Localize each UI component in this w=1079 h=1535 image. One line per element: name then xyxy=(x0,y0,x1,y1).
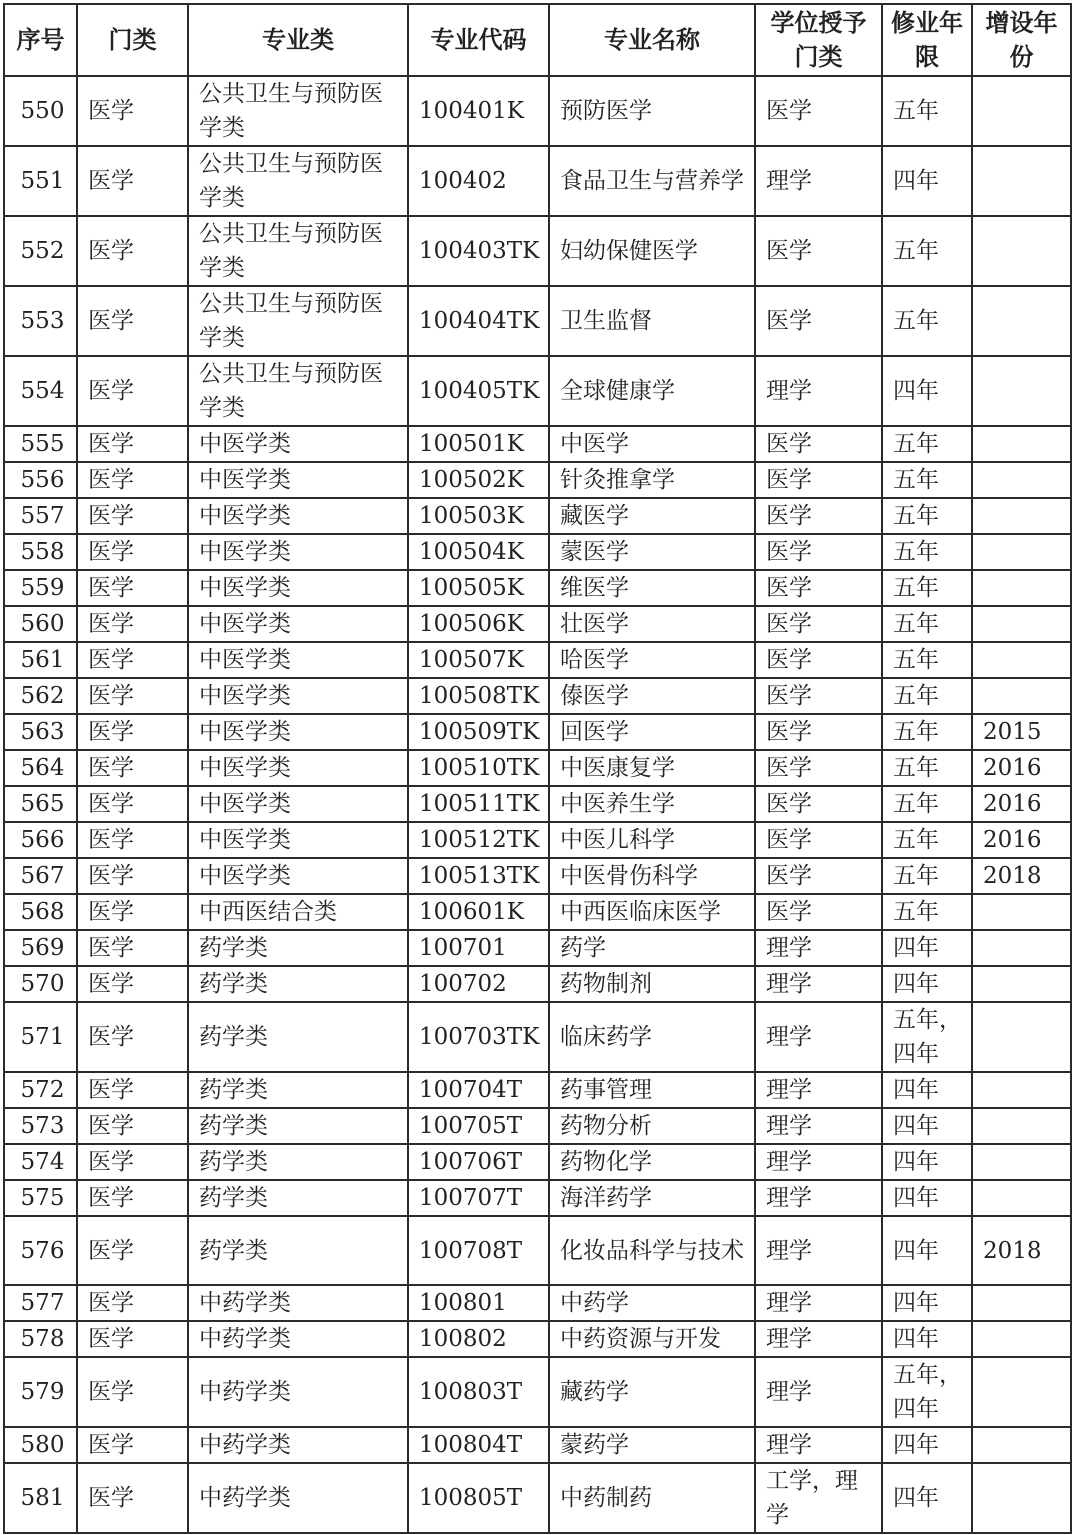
cell-year-added xyxy=(972,426,1071,462)
cell-year-added xyxy=(972,76,1071,146)
cell-major-name: 蒙药学 xyxy=(549,1427,755,1463)
cell-seq-no: 559 xyxy=(4,570,77,606)
cell-year-added xyxy=(972,1108,1071,1144)
cell-degree-category: 理学 xyxy=(755,1144,882,1180)
cell-major-name: 中药学 xyxy=(549,1285,755,1321)
cell-major-code: 100703TK xyxy=(408,1002,549,1072)
cell-degree-category: 医学 xyxy=(755,822,882,858)
cell-category: 医学 xyxy=(77,858,188,894)
cell-degree-category: 医学 xyxy=(755,462,882,498)
cell-major-class: 中医学类 xyxy=(188,426,408,462)
cell-major-class: 中医学类 xyxy=(188,642,408,678)
cell-major-code: 100708T xyxy=(408,1216,549,1285)
cell-study-years: 四年 xyxy=(882,1072,972,1108)
cell-study-years: 四年 xyxy=(882,930,972,966)
cell-degree-category: 理学 xyxy=(755,930,882,966)
cell-major-name: 中医学 xyxy=(549,426,755,462)
cell-seq-no: 550 xyxy=(4,76,77,146)
cell-year-added xyxy=(972,1285,1071,1321)
header-major-class: 专业类 xyxy=(188,4,408,76)
cell-year-added xyxy=(972,1002,1071,1072)
cell-seq-no: 570 xyxy=(4,966,77,1002)
cell-major-code: 100804T xyxy=(408,1427,549,1463)
cell-major-code: 100503K xyxy=(408,498,549,534)
cell-category: 医学 xyxy=(77,606,188,642)
cell-major-name: 妇幼保健医学 xyxy=(549,216,755,286)
cell-major-name: 药物制剂 xyxy=(549,966,755,1002)
table-body xyxy=(4,76,1071,1533)
cell-study-years: 五年 xyxy=(882,426,972,462)
cell-degree-category: 理学 xyxy=(755,966,882,1002)
cell-category: 医学 xyxy=(77,1144,188,1180)
cell-study-years: 四年 xyxy=(882,1427,972,1463)
cell-degree-category: 理学 xyxy=(755,1002,882,1072)
table-row xyxy=(4,1072,1071,1108)
cell-major-class: 中医学类 xyxy=(188,858,408,894)
table-row xyxy=(4,1216,1071,1285)
table-row xyxy=(4,1463,1071,1533)
cell-year-added xyxy=(972,146,1071,216)
cell-degree-category: 医学 xyxy=(755,642,882,678)
cell-seq-no: 564 xyxy=(4,750,77,786)
cell-category: 医学 xyxy=(77,1285,188,1321)
cell-degree-category: 医学 xyxy=(755,714,882,750)
cell-year-added xyxy=(972,894,1071,930)
cell-year-added xyxy=(972,678,1071,714)
cell-category: 医学 xyxy=(77,1072,188,1108)
cell-study-years: 五年 xyxy=(882,786,972,822)
cell-major-name: 藏医学 xyxy=(549,498,755,534)
cell-degree-category: 理学 xyxy=(755,1216,882,1285)
cell-study-years: 五年 xyxy=(882,678,972,714)
cell-major-class: 药学类 xyxy=(188,1002,408,1072)
cell-seq-no: 560 xyxy=(4,606,77,642)
cell-major-code: 100801 xyxy=(408,1285,549,1321)
cell-year-added xyxy=(972,1072,1071,1108)
table-row xyxy=(4,462,1071,498)
cell-major-class: 中医学类 xyxy=(188,498,408,534)
cell-category: 医学 xyxy=(77,462,188,498)
cell-major-class: 公共卫生与预防医学类 xyxy=(188,146,408,216)
header-year-added: 增设年份 xyxy=(972,4,1071,76)
cell-major-code: 100705T xyxy=(408,1108,549,1144)
cell-major-code: 100513TK xyxy=(408,858,549,894)
cell-year-added xyxy=(972,606,1071,642)
cell-category: 医学 xyxy=(77,146,188,216)
cell-study-years: 五年 xyxy=(882,822,972,858)
cell-study-years: 四年 xyxy=(882,1180,972,1216)
cell-study-years: 五年 xyxy=(882,894,972,930)
cell-category: 医学 xyxy=(77,356,188,426)
cell-category: 医学 xyxy=(77,1108,188,1144)
table-row xyxy=(4,930,1071,966)
cell-degree-category: 医学 xyxy=(755,678,882,714)
cell-year-added xyxy=(972,1357,1071,1427)
table-row xyxy=(4,966,1071,1002)
cell-major-name: 中药资源与开发 xyxy=(549,1321,755,1357)
cell-major-class: 中药学类 xyxy=(188,1321,408,1357)
cell-major-code: 100504K xyxy=(408,534,549,570)
cell-major-class: 中药学类 xyxy=(188,1285,408,1321)
table-row xyxy=(4,678,1071,714)
table-row xyxy=(4,570,1071,606)
cell-seq-no: 552 xyxy=(4,216,77,286)
cell-major-code: 100502K xyxy=(408,462,549,498)
cell-major-name: 化妆品科学与技术 xyxy=(549,1216,755,1285)
header-seq-no: 序号 xyxy=(4,4,77,76)
table-row xyxy=(4,1357,1071,1427)
cell-year-added: 2016 xyxy=(972,822,1071,858)
cell-major-code: 100405TK xyxy=(408,356,549,426)
cell-major-class: 公共卫生与预防医学类 xyxy=(188,216,408,286)
table-row xyxy=(4,1427,1071,1463)
cell-category: 医学 xyxy=(77,822,188,858)
cell-study-years: 四年 xyxy=(882,1463,972,1533)
cell-degree-category: 医学 xyxy=(755,750,882,786)
header-major-code: 专业代码 xyxy=(408,4,549,76)
cell-year-added: 2018 xyxy=(972,1216,1071,1285)
cell-year-added xyxy=(972,930,1071,966)
cell-year-added: 2016 xyxy=(972,750,1071,786)
cell-year-added xyxy=(972,462,1071,498)
cell-study-years: 四年 xyxy=(882,1108,972,1144)
cell-study-years: 五年 xyxy=(882,462,972,498)
cell-seq-no: 556 xyxy=(4,462,77,498)
table-row xyxy=(4,858,1071,894)
cell-degree-category: 理学 xyxy=(755,1357,882,1427)
table-row xyxy=(4,786,1071,822)
cell-degree-category: 医学 xyxy=(755,426,882,462)
cell-seq-no: 567 xyxy=(4,858,77,894)
cell-study-years: 五年 xyxy=(882,216,972,286)
cell-seq-no: 580 xyxy=(4,1427,77,1463)
cell-major-name: 回医学 xyxy=(549,714,755,750)
cell-year-added xyxy=(972,1144,1071,1180)
cell-degree-category: 理学 xyxy=(755,146,882,216)
cell-study-years: 四年 xyxy=(882,1285,972,1321)
cell-major-code: 100702 xyxy=(408,966,549,1002)
cell-major-name: 针灸推拿学 xyxy=(549,462,755,498)
cell-major-name: 中药制药 xyxy=(549,1463,755,1533)
cell-major-code: 100402 xyxy=(408,146,549,216)
cell-category: 医学 xyxy=(77,1427,188,1463)
cell-category: 医学 xyxy=(77,534,188,570)
cell-major-code: 100508TK xyxy=(408,678,549,714)
cell-year-added: 2015 xyxy=(972,714,1071,750)
cell-major-code: 100706T xyxy=(408,1144,549,1180)
cell-major-code: 100704T xyxy=(408,1072,549,1108)
cell-year-added xyxy=(972,1427,1071,1463)
cell-category: 医学 xyxy=(77,750,188,786)
cell-major-code: 100701 xyxy=(408,930,549,966)
cell-seq-no: 576 xyxy=(4,1216,77,1285)
cell-year-added xyxy=(972,216,1071,286)
cell-major-class: 中医学类 xyxy=(188,570,408,606)
cell-degree-category: 医学 xyxy=(755,858,882,894)
cell-year-added xyxy=(972,1180,1071,1216)
table-row xyxy=(4,894,1071,930)
cell-study-years: 五年 xyxy=(882,858,972,894)
cell-category: 医学 xyxy=(77,642,188,678)
cell-category: 医学 xyxy=(77,498,188,534)
cell-study-years: 五年，四年 xyxy=(882,1002,972,1072)
cell-major-name: 中医养生学 xyxy=(549,786,755,822)
header-degree-category: 学位授予门类 xyxy=(755,4,882,76)
cell-category: 医学 xyxy=(77,966,188,1002)
table-row xyxy=(4,714,1071,750)
cell-seq-no: 566 xyxy=(4,822,77,858)
cell-major-class: 药学类 xyxy=(188,1144,408,1180)
cell-major-name: 食品卫生与营养学 xyxy=(549,146,755,216)
cell-seq-no: 565 xyxy=(4,786,77,822)
cell-study-years: 五年 xyxy=(882,76,972,146)
cell-major-class: 公共卫生与预防医学类 xyxy=(188,356,408,426)
cell-major-name: 全球健康学 xyxy=(549,356,755,426)
cell-degree-category: 理学 xyxy=(755,1427,882,1463)
cell-major-code: 100403TK xyxy=(408,216,549,286)
cell-seq-no: 557 xyxy=(4,498,77,534)
cell-category: 医学 xyxy=(77,76,188,146)
cell-seq-no: 569 xyxy=(4,930,77,966)
cell-degree-category: 医学 xyxy=(755,606,882,642)
cell-seq-no: 581 xyxy=(4,1463,77,1533)
cell-major-name: 中医康复学 xyxy=(549,750,755,786)
cell-degree-category: 理学 xyxy=(755,1108,882,1144)
cell-seq-no: 575 xyxy=(4,1180,77,1216)
cell-seq-no: 553 xyxy=(4,286,77,356)
cell-seq-no: 572 xyxy=(4,1072,77,1108)
header-major-name: 专业名称 xyxy=(549,4,755,76)
table-row xyxy=(4,426,1071,462)
cell-major-class: 中医学类 xyxy=(188,822,408,858)
cell-major-name: 药物化学 xyxy=(549,1144,755,1180)
cell-seq-no: 573 xyxy=(4,1108,77,1144)
cell-category: 医学 xyxy=(77,1002,188,1072)
table-row xyxy=(4,534,1071,570)
cell-category: 医学 xyxy=(77,1463,188,1533)
cell-degree-category: 医学 xyxy=(755,534,882,570)
cell-year-added xyxy=(972,570,1071,606)
cell-seq-no: 579 xyxy=(4,1357,77,1427)
cell-major-class: 中医学类 xyxy=(188,678,408,714)
cell-year-added xyxy=(972,642,1071,678)
cell-seq-no: 577 xyxy=(4,1285,77,1321)
cell-year-added: 2018 xyxy=(972,858,1071,894)
cell-category: 医学 xyxy=(77,570,188,606)
table-row xyxy=(4,750,1071,786)
cell-degree-category: 理学 xyxy=(755,356,882,426)
cell-major-class: 药学类 xyxy=(188,966,408,1002)
cell-degree-category: 工学，理学 xyxy=(755,1463,882,1533)
cell-category: 医学 xyxy=(77,1357,188,1427)
cell-major-name: 预防医学 xyxy=(549,76,755,146)
cell-major-class: 药学类 xyxy=(188,1072,408,1108)
cell-study-years: 四年 xyxy=(882,1216,972,1285)
cell-study-years: 四年 xyxy=(882,1321,972,1357)
cell-study-years: 四年 xyxy=(882,146,972,216)
table-row xyxy=(4,1285,1071,1321)
table-row xyxy=(4,216,1071,286)
cell-category: 医学 xyxy=(77,786,188,822)
table-row xyxy=(4,1321,1071,1357)
cell-seq-no: 574 xyxy=(4,1144,77,1180)
cell-study-years: 四年 xyxy=(882,356,972,426)
cell-major-class: 中药学类 xyxy=(188,1357,408,1427)
cell-study-years: 五年 xyxy=(882,750,972,786)
cell-major-class: 中医学类 xyxy=(188,750,408,786)
table-row xyxy=(4,356,1071,426)
cell-category: 医学 xyxy=(77,216,188,286)
cell-major-code: 100707T xyxy=(408,1180,549,1216)
cell-major-class: 中西医结合类 xyxy=(188,894,408,930)
cell-major-name: 傣医学 xyxy=(549,678,755,714)
table-row xyxy=(4,1144,1071,1180)
cell-major-name: 海洋药学 xyxy=(549,1180,755,1216)
cell-year-added xyxy=(972,498,1071,534)
cell-major-code: 100512TK xyxy=(408,822,549,858)
cell-degree-category: 医学 xyxy=(755,570,882,606)
cell-seq-no: 554 xyxy=(4,356,77,426)
cell-category: 医学 xyxy=(77,426,188,462)
table-row xyxy=(4,822,1071,858)
cell-major-name: 壮医学 xyxy=(549,606,755,642)
table-row xyxy=(4,1180,1071,1216)
table-row xyxy=(4,286,1071,356)
cell-seq-no: 563 xyxy=(4,714,77,750)
cell-major-code: 100507K xyxy=(408,642,549,678)
cell-major-class: 中药学类 xyxy=(188,1427,408,1463)
cell-major-name: 维医学 xyxy=(549,570,755,606)
cell-degree-category: 理学 xyxy=(755,1072,882,1108)
cell-major-class: 药学类 xyxy=(188,1180,408,1216)
cell-degree-category: 医学 xyxy=(755,786,882,822)
table-row xyxy=(4,1108,1071,1144)
cell-major-code: 100805T xyxy=(408,1463,549,1533)
cell-major-code: 100506K xyxy=(408,606,549,642)
majors-table xyxy=(3,3,1072,1534)
table-row xyxy=(4,642,1071,678)
cell-major-code: 100802 xyxy=(408,1321,549,1357)
cell-year-added xyxy=(972,966,1071,1002)
cell-year-added xyxy=(972,534,1071,570)
header-study-years: 修业年限 xyxy=(882,4,972,76)
cell-seq-no: 558 xyxy=(4,534,77,570)
cell-major-name: 中医儿科学 xyxy=(549,822,755,858)
cell-degree-category: 医学 xyxy=(755,286,882,356)
cell-category: 医学 xyxy=(77,1216,188,1285)
cell-major-name: 卫生监督 xyxy=(549,286,755,356)
cell-degree-category: 医学 xyxy=(755,76,882,146)
cell-major-code: 100510TK xyxy=(408,750,549,786)
cell-major-name: 药学 xyxy=(549,930,755,966)
cell-major-name: 哈医学 xyxy=(549,642,755,678)
table-row xyxy=(4,1002,1071,1072)
cell-major-code: 100505K xyxy=(408,570,549,606)
cell-major-class: 中医学类 xyxy=(188,786,408,822)
cell-major-code: 100401K xyxy=(408,76,549,146)
cell-major-code: 100803T xyxy=(408,1357,549,1427)
cell-major-name: 中西医临床医学 xyxy=(549,894,755,930)
cell-category: 医学 xyxy=(77,678,188,714)
cell-major-code: 100601K xyxy=(408,894,549,930)
cell-major-name: 藏药学 xyxy=(549,1357,755,1427)
cell-seq-no: 561 xyxy=(4,642,77,678)
cell-seq-no: 555 xyxy=(4,426,77,462)
cell-category: 医学 xyxy=(77,286,188,356)
cell-year-added xyxy=(972,1321,1071,1357)
cell-study-years: 五年 xyxy=(882,570,972,606)
cell-study-years: 四年 xyxy=(882,966,972,1002)
cell-major-class: 公共卫生与预防医学类 xyxy=(188,76,408,146)
cell-major-code: 100501K xyxy=(408,426,549,462)
cell-degree-category: 理学 xyxy=(755,1180,882,1216)
cell-study-years: 五年，四年 xyxy=(882,1357,972,1427)
cell-year-added xyxy=(972,356,1071,426)
table-row xyxy=(4,606,1071,642)
cell-major-class: 中医学类 xyxy=(188,714,408,750)
table-header-row xyxy=(4,4,1071,76)
cell-major-class: 中医学类 xyxy=(188,462,408,498)
cell-major-name: 药事管理 xyxy=(549,1072,755,1108)
table-row xyxy=(4,146,1071,216)
cell-study-years: 五年 xyxy=(882,498,972,534)
cell-major-class: 公共卫生与预防医学类 xyxy=(188,286,408,356)
cell-study-years: 五年 xyxy=(882,642,972,678)
cell-major-code: 100511TK xyxy=(408,786,549,822)
cell-degree-category: 医学 xyxy=(755,894,882,930)
cell-year-added: 2016 xyxy=(972,786,1071,822)
cell-major-code: 100404TK xyxy=(408,286,549,356)
table-row xyxy=(4,498,1071,534)
cell-study-years: 五年 xyxy=(882,714,972,750)
cell-study-years: 五年 xyxy=(882,606,972,642)
cell-seq-no: 568 xyxy=(4,894,77,930)
cell-study-years: 五年 xyxy=(882,534,972,570)
cell-major-name: 临床药学 xyxy=(549,1002,755,1072)
cell-degree-category: 医学 xyxy=(755,498,882,534)
cell-major-class: 中医学类 xyxy=(188,534,408,570)
cell-degree-category: 理学 xyxy=(755,1321,882,1357)
cell-seq-no: 578 xyxy=(4,1321,77,1357)
cell-year-added xyxy=(972,286,1071,356)
table-row xyxy=(4,76,1071,146)
cell-major-class: 药学类 xyxy=(188,1108,408,1144)
cell-category: 医学 xyxy=(77,714,188,750)
cell-category: 医学 xyxy=(77,1180,188,1216)
cell-category: 医学 xyxy=(77,894,188,930)
cell-study-years: 五年 xyxy=(882,286,972,356)
cell-degree-category: 理学 xyxy=(755,1285,882,1321)
cell-major-code: 100509TK xyxy=(408,714,549,750)
cell-category: 医学 xyxy=(77,930,188,966)
cell-major-class: 药学类 xyxy=(188,1216,408,1285)
cell-major-name: 中医骨伤科学 xyxy=(549,858,755,894)
cell-seq-no: 571 xyxy=(4,1002,77,1072)
cell-study-years: 四年 xyxy=(882,1144,972,1180)
cell-major-name: 蒙医学 xyxy=(549,534,755,570)
cell-major-class: 药学类 xyxy=(188,930,408,966)
cell-year-added xyxy=(972,1463,1071,1533)
header-category: 门类 xyxy=(77,4,188,76)
cell-seq-no: 551 xyxy=(4,146,77,216)
cell-major-class: 中医学类 xyxy=(188,606,408,642)
cell-seq-no: 562 xyxy=(4,678,77,714)
cell-degree-category: 医学 xyxy=(755,216,882,286)
cell-major-name: 药物分析 xyxy=(549,1108,755,1144)
cell-category: 医学 xyxy=(77,1321,188,1357)
cell-major-class: 中药学类 xyxy=(188,1463,408,1533)
